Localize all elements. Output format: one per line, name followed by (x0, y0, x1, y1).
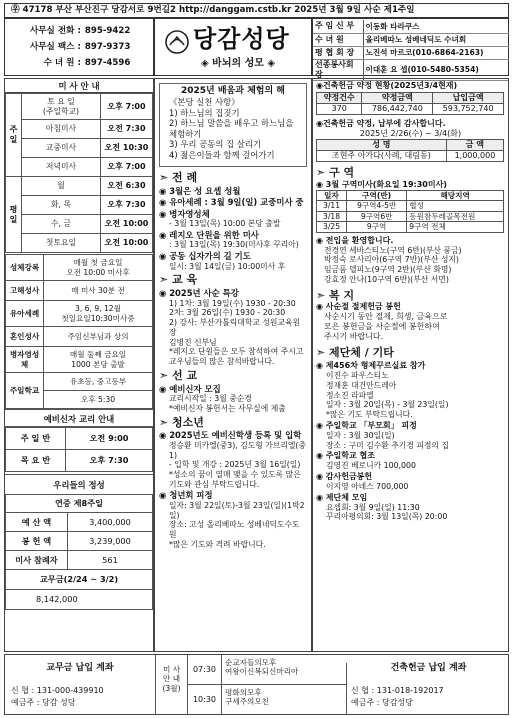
sacrament-label: 병자영성체 (6, 347, 44, 373)
mass-time: 오전 7:30 (101, 120, 153, 139)
notice-item: ◉ 3월은 성 요셉 성월 (159, 185, 241, 196)
group-line: 꾸리아평의회: 3월 13일(목) 20:00 (326, 512, 448, 522)
building-account-holder: 예금주 : 당감성당 (351, 698, 413, 707)
building-account-title: 건축헌금 납입 계좌 (346, 663, 510, 714)
group-line: 이진수 파우스티노 (326, 371, 389, 381)
header-address-bar: ㉾ 47178 부산 부산진구 당감서로 9번길2 http://danggam.cstb.kr 2025년 3월 9일 사순 제1주일 (4, 3, 509, 18)
group-head: ◉ 제단체 모임 (316, 492, 368, 502)
notice-ind: 교리시작일 : 3월 중순경 (169, 394, 252, 404)
finance-table (5, 494, 153, 610)
office-row (5, 39, 153, 55)
district-cell: 9구역 전체 (407, 222, 504, 232)
notice-item: ◉ 예비신자 모집 (159, 383, 221, 394)
mass-intent-table (188, 655, 346, 714)
notice-sec: ➣ 전 례 (159, 171, 198, 184)
thanks-cell: 1,000,000 (446, 151, 503, 162)
mass-day: 월 (22, 177, 101, 196)
notice-ind: 정승환 미카엘(중3), 김도형 가브리엘(중1) (169, 440, 306, 460)
district-row (317, 211, 504, 221)
lent-box (159, 83, 307, 167)
sacrament-row (6, 255, 153, 281)
meds-table (316, 92, 504, 115)
notice-item: ◉ 청년회 피정 (159, 490, 213, 501)
district-cell: 3/11 (317, 201, 347, 211)
welcome-row: 임금품 델피노(9구역 2반)(부산 화명) (324, 265, 452, 275)
district-cell: 동원참두레골목전원 (407, 211, 504, 221)
sacrament-label: 혼인성사 (6, 327, 44, 347)
thanks-title: ◉건축헌금 약정, 납부에 감사합니다. (316, 119, 446, 128)
group-head: ◉ 주일학교 「부모회」 피정 (316, 420, 417, 430)
district-subtitle: ◉ 3월 구역미사(화요일 19:30미사) (316, 179, 447, 189)
notice-ind: *예비신자 봉헌서는 사무실에 제출 (169, 403, 286, 413)
group-line: 정소진 라파엘 (326, 390, 374, 400)
mass-time: 오전 10:30 (101, 139, 153, 158)
lent-title: 2025년 배움과 체험의 해 (180, 86, 285, 96)
mass-time: 오후 7:30 (101, 196, 153, 215)
prep-title: 예비신자 교리 안내 (5, 409, 153, 427)
sacrament-value: 주임신부님과 상의 (44, 327, 153, 347)
mass-time: 오전 10:00 (101, 234, 153, 253)
mass-intent-row (188, 655, 346, 685)
thanks-cell: 조현주 아가다(사례, 대림동) (317, 151, 447, 162)
notice-ind: 2) 강사: 부산가톨릭대학교 성원교육원장 (169, 318, 301, 337)
staff-name: 노진석 마르코(010-6864-2163) (363, 46, 509, 59)
sacrament-row (6, 373, 153, 391)
mass-intent-text: 순교자들의모후 여왕이신복되신마리아 (225, 658, 299, 677)
district-row (317, 201, 504, 211)
district-cell: 9구역4-5반 (347, 201, 407, 211)
district-cell: 9구역 (347, 222, 407, 232)
district-row (317, 222, 504, 232)
mass-time: 오후 7:00 (101, 158, 153, 177)
staff-name: 올리베따노 성베네딕도 수녀회 (363, 33, 509, 46)
notice-ind: 1) 1차: 3월 19일(수) 1930 - 20:30 (169, 298, 296, 308)
notice-ind: 일자: 3월 22일(토)-3월 23일(일)(1박2일) (169, 500, 305, 520)
dues-value: 8,142,000 (6, 590, 153, 610)
staff-box (312, 18, 509, 79)
prep-label: 주 일 반 (6, 428, 66, 450)
finance-value: 3,400,000 (68, 513, 153, 532)
notice-ind: 장소: 고성 올리베따노 성베네딕도수도원 (169, 520, 300, 540)
notice-item: ◉ 유아세례 : 3월 9일(일) 교중미사 중 (159, 197, 304, 208)
staff-role: 선종봉사회장 (313, 59, 363, 80)
mass-row (6, 215, 153, 234)
notice-ind: *성소의 꿈이 열매 맺을 수 있도록 많은 기도와 관심 부탁드립니다. (169, 470, 301, 489)
mass-time: 오전 6:30 (101, 177, 153, 196)
mass-intent-row (188, 685, 346, 715)
district-header: 일자 (317, 190, 347, 200)
mass-day: 화, 목 (22, 196, 101, 215)
meds-cell: 593,752,740 (433, 104, 504, 115)
lent-item: 4) 젊은이들과 함께 걸어가기 (169, 149, 275, 160)
parish-logo-icon (165, 30, 189, 54)
office-contact (4, 18, 154, 76)
middle-column (154, 78, 312, 652)
group-head: ◉ 감사헌금봉헌 (316, 472, 373, 481)
mass-intent-label: 미 사 안 내 (3월) (155, 655, 188, 714)
staff-row (313, 33, 509, 46)
district-header: 해당지역 (407, 190, 504, 200)
notice-ind: - 3월 13일(목) 10:00 본당 출발 (169, 219, 281, 229)
group-line: 장소 : 구미 김수환 추기경 피정의 집 (326, 440, 449, 450)
lent-item: 1) 하느님의 집짓기 (169, 107, 240, 118)
mass-row (6, 177, 153, 196)
notice-ind: *레지오 단원들은 모두 참석하여 주시고 교우님들의 많은 참석바랍니다. (169, 347, 304, 367)
group-line: 정재훈 대건안드레아 (326, 380, 397, 390)
mass-intent-time: 07:30 (188, 655, 222, 684)
meds-header: 약정건수 (317, 93, 362, 104)
mass-day: 교중미사 (22, 139, 101, 158)
staff-role: 주 임 신 부 (313, 20, 363, 33)
thanks-period: 2025년 2/26(수) ~ 3/4(화) (359, 129, 462, 138)
dues-label: 교무금(2/24 ~ 3/2) (6, 570, 153, 590)
district-title: ➣ 구 역 (316, 166, 355, 179)
mass-day: 첫토요일 (22, 234, 101, 253)
tithe-account-holder: 예금주 : 당감 성당 (11, 698, 76, 707)
mass-group: 주일 (6, 94, 22, 177)
office-label: 사무실 팩스 : (29, 41, 81, 52)
dues-row (6, 570, 153, 590)
mass-day: 토 요 일 (주일학교) (22, 94, 101, 120)
district-header-row (317, 190, 504, 200)
finance-label: 미사 참례자 (6, 551, 68, 570)
office-value: 897-4596 (84, 57, 131, 68)
thanks-table (316, 139, 504, 162)
mass-day: 수, 금 (22, 215, 101, 234)
building-account-number: 신 협 : 131-018-192017 (351, 686, 444, 695)
groups-title: ➣ 제단체 / 기타 (316, 346, 394, 360)
meds-cell: 370 (317, 104, 362, 115)
office-label: 사무실 전화 : (29, 25, 81, 36)
group-line: 이지영 아녜스 700,000 (326, 482, 409, 491)
sacrament-value: 매월 첫 금요일 오전 10:00 미사후 (44, 255, 153, 281)
dues-value-row (6, 590, 153, 610)
staff-table (313, 20, 509, 81)
group-line: 김영진 베로니카 100,000 (326, 461, 416, 471)
sacrament-row (6, 281, 153, 301)
mass-row (6, 234, 153, 253)
left-column (4, 78, 154, 652)
district-cell: 9구역6반 (347, 211, 407, 221)
welcome-row: 강효정 안나(10구역 6반)(부산 서면) (324, 274, 449, 284)
notice-sec: ➣ 선 교 (159, 368, 198, 382)
notice-ind: 2차: 3월 26일(수) 1930 - 20:30 (169, 308, 286, 318)
sacrament-label: 주일학교 (6, 373, 44, 409)
notice-ind: : 3월 13일(목) 19:30(미사후 꾸리아) (169, 240, 299, 250)
sacrament-value: 유초등, 중고등부 (44, 373, 153, 391)
finance-row (6, 551, 153, 570)
sacrament-table (5, 254, 153, 409)
thanks-header: 성 명 (317, 140, 447, 151)
group-line: 일자 : 3월 20일(목) - 3월 23일(일) (326, 400, 449, 410)
welcome-row: 전경연 세바스티노(구역 6반)(부산 풍금) (324, 245, 462, 255)
finance-title: 우리들의 정성 (5, 474, 153, 494)
prep-value: 오후 7:30 (66, 450, 153, 472)
notice-ind: 일시: 3월 14일(금) 10:00미사 후 (169, 261, 286, 271)
sacrament-value: 3, 6, 9, 12월 첫일요일10:30미사중 (44, 301, 153, 327)
finance-value: 3,239,000 (68, 532, 153, 551)
notice-item: ◉ 공동 십자가의 길 기도 (159, 251, 251, 262)
sacrament-label: 성체강복 (6, 255, 44, 281)
notice-ind: - 입학 및 개강 : 2025년 3월 16일(일) (169, 460, 301, 470)
prep-row (6, 428, 153, 450)
notice-sec: ➣ 청소년 (159, 415, 204, 429)
meds-title: ◉건축헌금 약정 현황(2025년3/4현재) (316, 81, 458, 90)
office-value: 897-9373 (84, 41, 131, 52)
finance-row (6, 532, 153, 551)
mass-day: 저녁미사 (22, 158, 101, 177)
lent-subtitle: 《본당 실천 사항》 (169, 97, 240, 108)
welfare-text: 사순시기 동안 절제, 희생, 금육으로 모은 봉헌금을 사순절에 봉헌하여 주시기 바랍니다. (324, 312, 448, 342)
parish-subtitle: ◈ 바뇌의 성모 ◈ (201, 58, 276, 69)
lent-item: 3) 우리 공동의 집 살리기 (169, 139, 262, 150)
mass-intent-text: 평화의모후 구세주의모친 (225, 687, 270, 706)
sacrament-value: 매월 둘째 금요일 1000 본당 출발 (44, 347, 153, 373)
prep-row (6, 450, 153, 472)
group-line: 요셉회: 3월 9일(일) 11:30 (326, 502, 420, 512)
office-row (5, 23, 153, 39)
mass-table (5, 93, 153, 253)
notice-item: ◉ 병자영성체 (159, 208, 210, 219)
mass-day: 아침미사 (22, 120, 101, 139)
sacrament-label: 유아세례 (6, 301, 44, 327)
district-header: 구역(반) (347, 190, 407, 200)
notice-item: ◉ 2025년 사순 특강 (159, 288, 239, 299)
sacrament-row (6, 347, 153, 373)
finance-label: 예 산 액 (6, 513, 68, 532)
welcome-title: ◉ 전입을 환영합니다. (316, 235, 394, 245)
staff-row (313, 59, 509, 80)
prep-label: 목 요 반 (6, 450, 66, 472)
mass-row (6, 120, 153, 139)
staff-name: 이대훈 요 셉(010-5480-5354) (363, 59, 509, 80)
notice-sec: ➣ 교 육 (159, 273, 198, 287)
sacrament-value: 매 미사 30분 전 (44, 281, 153, 301)
mass-time: 오후 7:00 (101, 94, 153, 120)
staff-row (313, 20, 509, 33)
mass-intent-time: 10:30 (188, 685, 222, 715)
parish-name: 당감성당 (193, 24, 290, 53)
staff-name: 이동화 타라쿠스 (363, 20, 509, 33)
office-row (5, 55, 153, 71)
finance-row (6, 513, 153, 532)
sacrament-label: 고해성사 (6, 281, 44, 301)
parish-title-box (154, 18, 312, 76)
mass-row (6, 158, 153, 177)
lent-item: 2) 하느님 말씀을 배우고 하느님을 체험하기 (169, 118, 294, 139)
tithe-account-title: 교무금 납입 계좌 (46, 663, 114, 673)
bottom-bar (4, 654, 509, 715)
notice-item: ◉ 레지오 단원을 위한 미사 (159, 229, 259, 240)
tithe-account-number: 신 협 : 131-000-439910 (11, 686, 104, 695)
district-table (316, 190, 504, 233)
sacrament-value: 오후 5:30 (44, 391, 153, 409)
district-cell: 3/25 (317, 222, 347, 232)
welcome-row: 박정숙 로사리아(6구역 7반)(부산 성지) (324, 255, 459, 265)
prep-value: 오전 9:00 (66, 428, 153, 450)
district-cell: 3/18 (317, 211, 347, 221)
notice-ind: *많은 기도와 격려 바랍니다. (169, 539, 266, 549)
staff-role: 평 협 회 장 (313, 46, 363, 59)
mass-time: 오전 10:00 (101, 215, 153, 234)
staff-row (313, 46, 509, 59)
notice-item: ◉ 2025년도 예비신학생 등록 및 입학 (159, 430, 302, 441)
meds-cell: 786,442,740 (362, 104, 433, 115)
group-head: ◉ 제456차 형제꾸르실료 참가 (316, 361, 426, 371)
mass-row (6, 139, 153, 158)
office-label: 수 녀 원 : (43, 57, 81, 68)
meds-header: 약정금액 (362, 93, 433, 104)
meds-header: 납입금액 (433, 93, 504, 104)
sacrament-row (6, 327, 153, 347)
notice-ind: 김병진 신부님 (169, 337, 217, 347)
welfare-item: ◉ 사순절 절제헌금 봉헌 (316, 302, 401, 312)
mass-row (6, 196, 153, 215)
welfare-title: ➣ 복 지 (316, 288, 355, 302)
right-column (312, 78, 509, 652)
sacrament-row (6, 301, 153, 327)
group-head: ◉ 주일학교 협조 (316, 451, 375, 461)
prep-table (5, 427, 153, 472)
finance-value: 561 (68, 551, 153, 570)
finance-week: 연중 제8주일 (6, 495, 153, 513)
group-line: *많은 기도 부탁드립니다. (326, 410, 413, 420)
group-line: 일자 : 3월 30일(일) (326, 430, 395, 440)
mass-title: 미 사 안 내 (5, 79, 153, 93)
mass-group: 평일 (6, 177, 22, 253)
staff-role: 수 녀 원 (313, 33, 363, 46)
mass-row (6, 94, 153, 120)
office-value: 895-9422 (84, 25, 131, 36)
finance-week-row (6, 495, 153, 513)
finance-label: 봉 헌 액 (6, 532, 68, 551)
thanks-header: 금 액 (446, 140, 503, 151)
office-table (5, 23, 153, 71)
district-cell: 협성 (407, 201, 504, 211)
